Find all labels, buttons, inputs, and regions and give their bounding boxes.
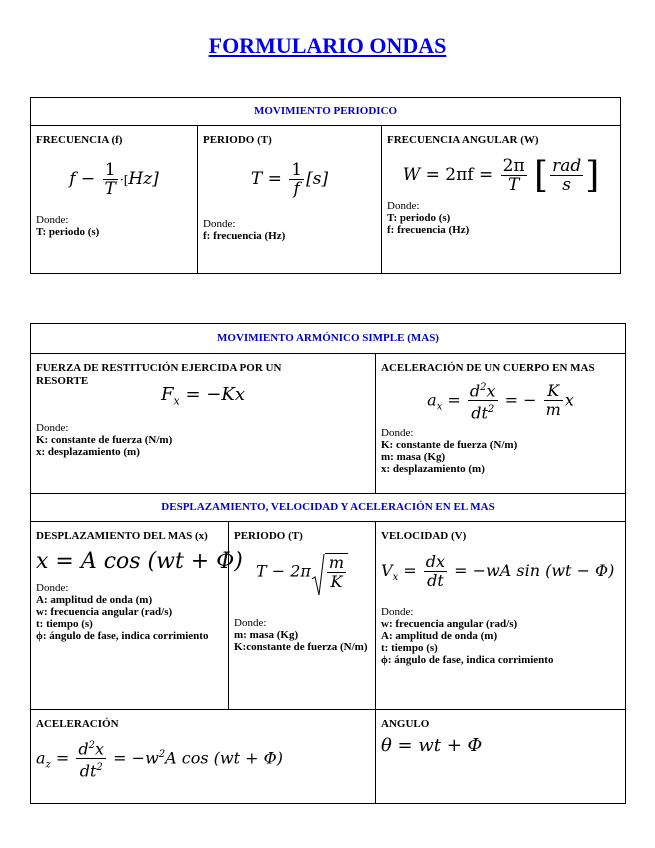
accel-body-formula: $a_x$ = $\frac{d^2x}{dt^2}$ = − $\frac{K}{m}$ x bbox=[381, 379, 620, 423]
freq-donde: Donde: T: periodo (s) bbox=[36, 214, 100, 238]
freq-formula: f − $\frac{1}{T}$ ·[Hz] bbox=[69, 160, 159, 199]
mas-header: MOVIMIENTO ARMÓNICO SIMPLE (MAS) bbox=[31, 324, 626, 354]
displacement-cell bbox=[31, 522, 243, 710]
accel-body-label: ACELERACIÓN DE UN CUERPO EN MAS bbox=[381, 362, 595, 374]
velocity-formula: $V_x$ = $\frac{dx}{dt}$ = −wA sin (wt − Φ) bbox=[381, 552, 615, 590]
displacement-label: DESPLAZAMIENTO DEL MAS (x) bbox=[36, 530, 208, 542]
freq-cell bbox=[31, 126, 198, 274]
angular-cell bbox=[382, 126, 621, 274]
freq-label: FRECUENCIA (f) bbox=[36, 134, 123, 146]
acceleration-cell bbox=[31, 710, 376, 804]
force-donde: Donde: K: constante de fuerza (N/m) x: desplazamiento (m) bbox=[36, 421, 173, 458]
periodic-header: MOVIMIENTO PERIODICO bbox=[31, 98, 621, 126]
acceleration-formula: $a_z$ = $\frac{d^2x}{dt^2}$ = $-w^2A$ cos (wt + Φ) bbox=[36, 737, 370, 781]
angle-cell bbox=[376, 710, 626, 804]
acceleration-label: ACELERACIÓN bbox=[36, 718, 119, 730]
sqrt-icon bbox=[311, 553, 325, 597]
period-formula: T = $\frac{1}{f}$ [s] bbox=[250, 160, 329, 199]
velocity-cell bbox=[376, 522, 626, 710]
page-title: FORMULARIO ONDAS bbox=[208, 33, 447, 58]
accel-body-donde: Donde: K: constante de fuerza (N/m) m: masa (Kg) x: desplazamiento (m) bbox=[381, 426, 518, 475]
angular-donde: Donde: T: periodo (s) f: frecuencia (Hz) bbox=[387, 200, 470, 236]
periodic-table bbox=[30, 97, 621, 274]
period-label: PERIODO (T) bbox=[203, 134, 272, 146]
velocity-label: VELOCIDAD (V) bbox=[381, 530, 467, 542]
period-mas-donde: Donde: m: masa (Kg) K:constante de fuerza (N/m) bbox=[234, 617, 368, 653]
angular-formula: W = 2πf = $\frac{2\pi}{T}$ [ $\frac{\text{rad}}{s}$ ] bbox=[402, 155, 600, 196]
angle-label: ANGULO bbox=[381, 718, 430, 730]
accel-body-cell bbox=[376, 354, 626, 494]
force-cell bbox=[31, 354, 376, 494]
force-label: FUERZA DE RESTITUCIÓN EJERCIDA POR UN RESORTE bbox=[36, 362, 282, 387]
period-donde: Donde: f: frecuencia (Hz) bbox=[203, 218, 286, 242]
mas-sub-header: DESPLAZAMIENTO, VELOCIDAD Y ACELERACIÓN EN EL MAS bbox=[31, 494, 626, 522]
period-cell bbox=[198, 126, 382, 274]
force-formula: $F_x = -Kx$ bbox=[161, 384, 245, 408]
angle-formula: θ = wt + Φ bbox=[381, 735, 483, 756]
period-mas-label: PERIODO (T) bbox=[234, 530, 303, 542]
period-mas-cell bbox=[229, 522, 376, 710]
displacement-formula: x = A cos (wt + Φ) bbox=[36, 549, 243, 574]
period-mas-formula: T − 2π $\frac{m}{K}$ bbox=[234, 553, 370, 591]
mas-table bbox=[30, 323, 626, 804]
velocity-donde: Donde: w: frecuencia angular (rad/s) A: amplitud de onda (m) t: tiempo (s) ϕ: ángulo de fase, indica corrimiento bbox=[381, 606, 554, 666]
displacement-donde: Donde: A: amplitud de onda (m) w: frecuencia angular (rad/s) t: tiempo (s) ϕ: ángulo de fase, indica corrimiento bbox=[36, 582, 209, 642]
angular-label: FRECUENCIA ANGULAR (W) bbox=[387, 134, 539, 146]
